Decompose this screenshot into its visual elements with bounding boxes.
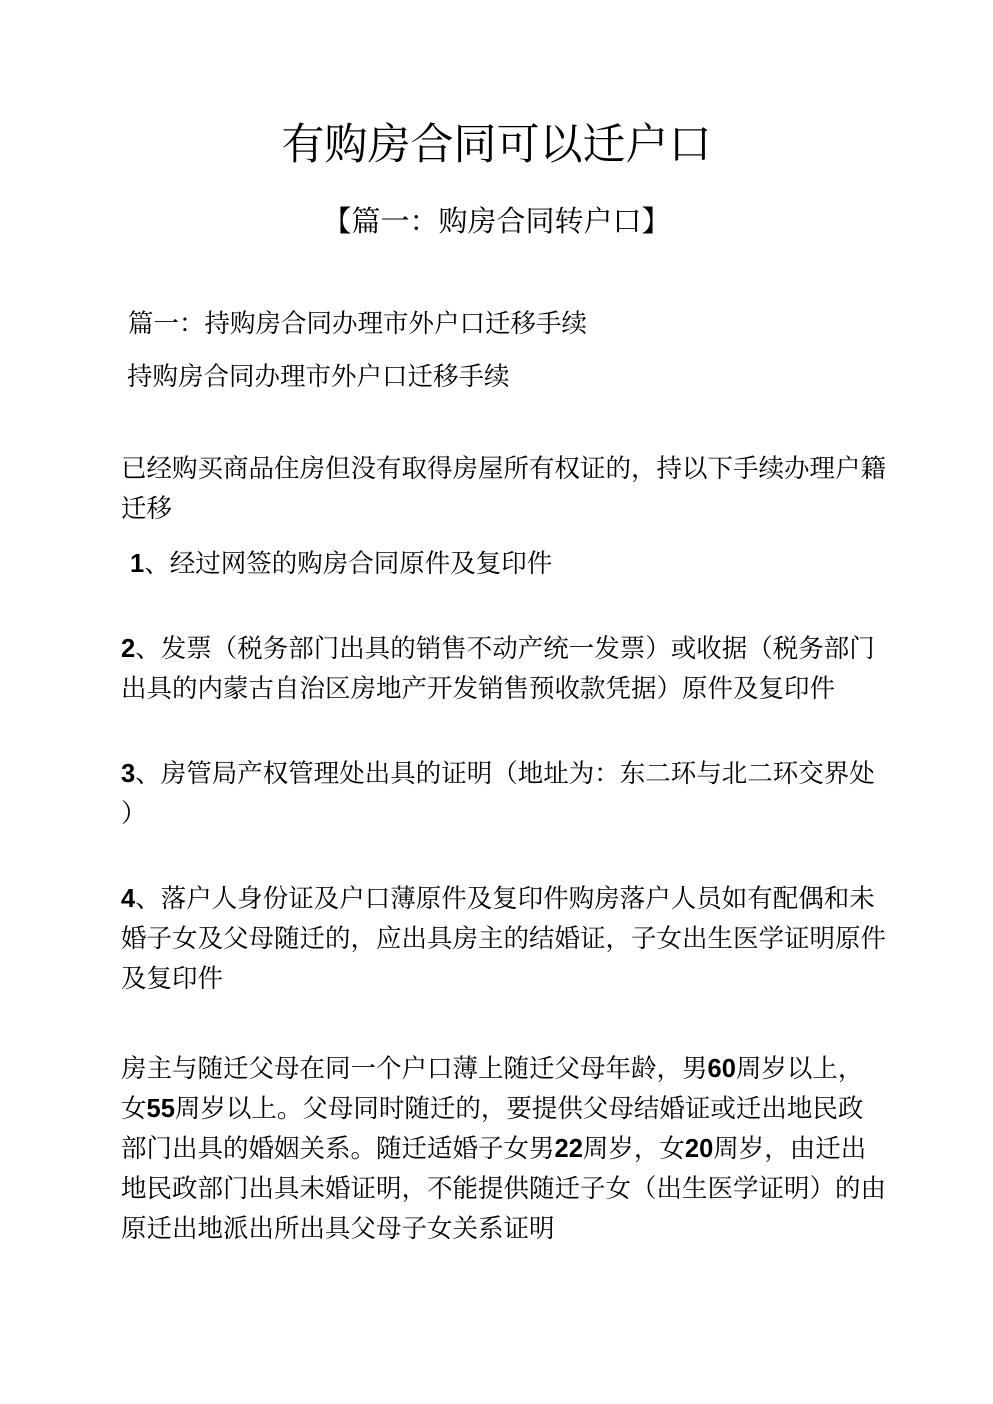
number-run: 3 bbox=[121, 760, 136, 788]
text-run: 已经购买商品住房但没有取得房屋所有权证的，持以下手续办理户籍迁移 bbox=[121, 454, 887, 523]
paragraph bbox=[121, 754, 887, 834]
text-run: 、落户人身份证及户口薄原件及复印件购房落户人员如有配偶和未婚子女及父母随迁的，应出具房主的结婚证，子女出生医学证明原件及复印件 bbox=[121, 884, 887, 993]
document-body bbox=[121, 304, 887, 1249]
number-run: 2 bbox=[121, 635, 136, 663]
document-title: 有购房合同可以迁户口 bbox=[281, 122, 712, 169]
number-run: 55 bbox=[146, 1095, 175, 1123]
text-run: 、房管局产权管理处出具的证明（地址为：东二环与北二环交界处） bbox=[121, 759, 875, 828]
paragraph bbox=[121, 629, 887, 709]
text-run: 篇一：持购房合同办理市外户口迁移手续 bbox=[128, 309, 588, 338]
text-run: 周岁以上。父母同时随迁的，要提供父母结婚证或迁出地民政部门出具的婚姻关系。随迁适婚子女男 bbox=[121, 1094, 864, 1163]
text-run: 周岁，女 bbox=[582, 1134, 685, 1163]
number-run: 20 bbox=[684, 1135, 714, 1163]
text-run: 、发票（税务部门出具的销售不动产统一发票）或收据（税务部门出具的内蒙古自治区房地产开发销售预收款凭据）原件及复印件 bbox=[121, 634, 875, 703]
paragraph bbox=[121, 357, 887, 397]
paragraph bbox=[121, 304, 887, 344]
text-run: 周岁以上，女 bbox=[121, 1054, 864, 1123]
paragraph bbox=[121, 544, 887, 584]
number-run: 1 bbox=[130, 550, 145, 578]
text-run: 房主与随迁父母在同一个户口薄上随迁父母年龄，男 bbox=[121, 1054, 708, 1083]
text-run: 持购房合同办理市外户口迁移手续 bbox=[127, 362, 510, 391]
section-heading: 【篇一：购房合同转户口】 bbox=[322, 206, 671, 238]
number-run: 60 bbox=[707, 1055, 736, 1083]
text-run: 、经过网签的购房合同原件及复印件 bbox=[144, 549, 553, 578]
paragraph bbox=[121, 879, 887, 999]
text-run: 周岁，由迁出地民政部门出具未婚证明，不能提供随迁子女（出生医学证明）的由原迁出地派出所出具父母子女关系证明 bbox=[121, 1134, 887, 1243]
number-run: 22 bbox=[554, 1135, 583, 1163]
paragraph bbox=[121, 449, 887, 529]
paragraph bbox=[121, 1049, 887, 1249]
number-run: 4 bbox=[121, 885, 136, 913]
